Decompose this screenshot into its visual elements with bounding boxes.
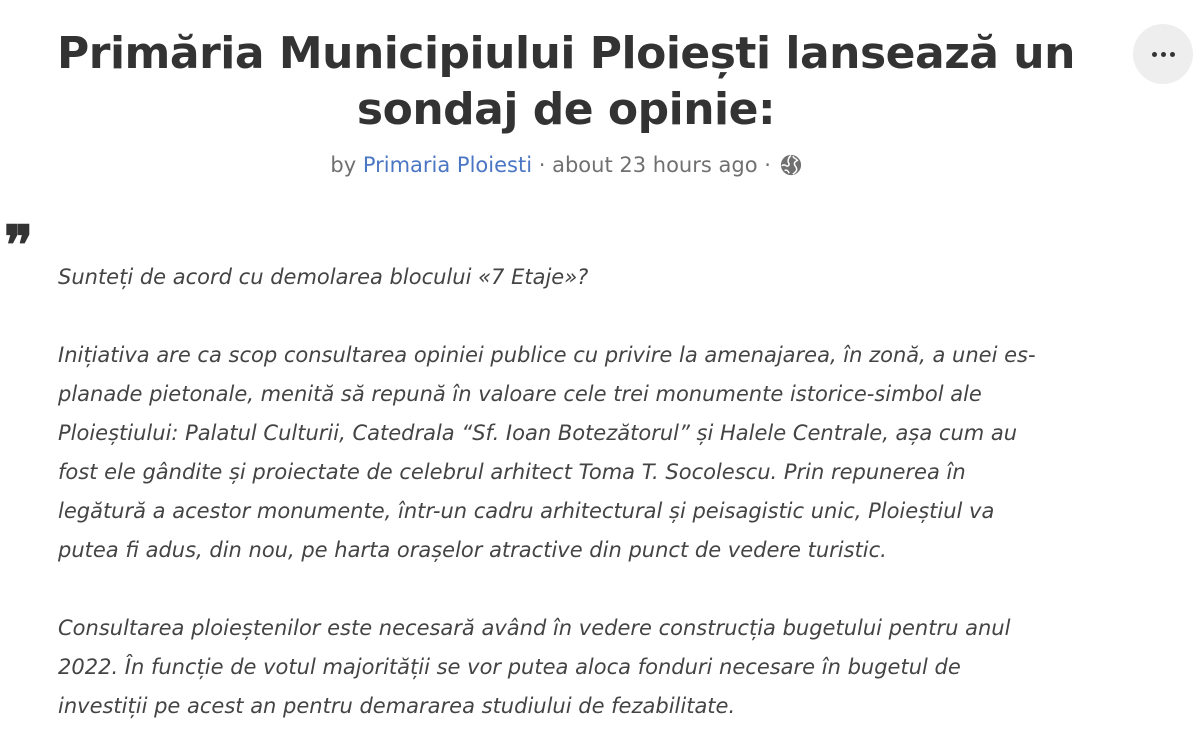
globe-icon: [780, 154, 802, 184]
author-link[interactable]: Primaria Ploiesti: [362, 153, 533, 177]
by-label: by: [330, 153, 357, 177]
quote-icon: ❞: [4, 213, 34, 277]
more-horizontal-icon: [1152, 52, 1175, 57]
quote-paragraph: Inițiativa are ca scop consultarea opiniei publice cu privire la amenajarea, în zonă, a unei es- planade pietonale, menită să repună în valoare cele trei monumente istorice-simbol ale Ploieștiului: Palatul Culturii, Catedrala “Sf. Ioan Botezătorul” și Halele Centrale, așa cum au fost ele gândite și proiectate de celebrul arhitect Toma T. Socolescu. Prin repunerea în legătură a acestor monumente, într-un cadru arhitectural și peisagistic unic, Ploieștiul va putea fi adus, din nou, pe harta orașelor atractive din punct de vedere turistic.: [58, 343, 1036, 562]
post-time: about 23 hours ago: [552, 153, 758, 177]
quote-paragraph: Consultarea ploieștenilor este necesară având în vedere construcția bugetului pentru anul 2022. În funcție de votul majorității se vor putea aloca fonduri necesare în bugetul de investiții pe acest an pentru demararea studiului de fezabilitate.: [58, 616, 1011, 718]
quote-body: [58, 258, 1138, 726]
meta-separator: ·: [764, 153, 771, 177]
quote-paragraph: Sunteți de acord cu demolarea blocului «7 Etaje»?: [58, 265, 589, 289]
post-title: Primăria Municipiului Ploiești lansează un sondaj de opinie:: [57, 28, 1075, 135]
more-options-button[interactable]: [1133, 24, 1193, 84]
post-meta: [0, 150, 1132, 184]
meta-separator: ·: [538, 153, 546, 177]
